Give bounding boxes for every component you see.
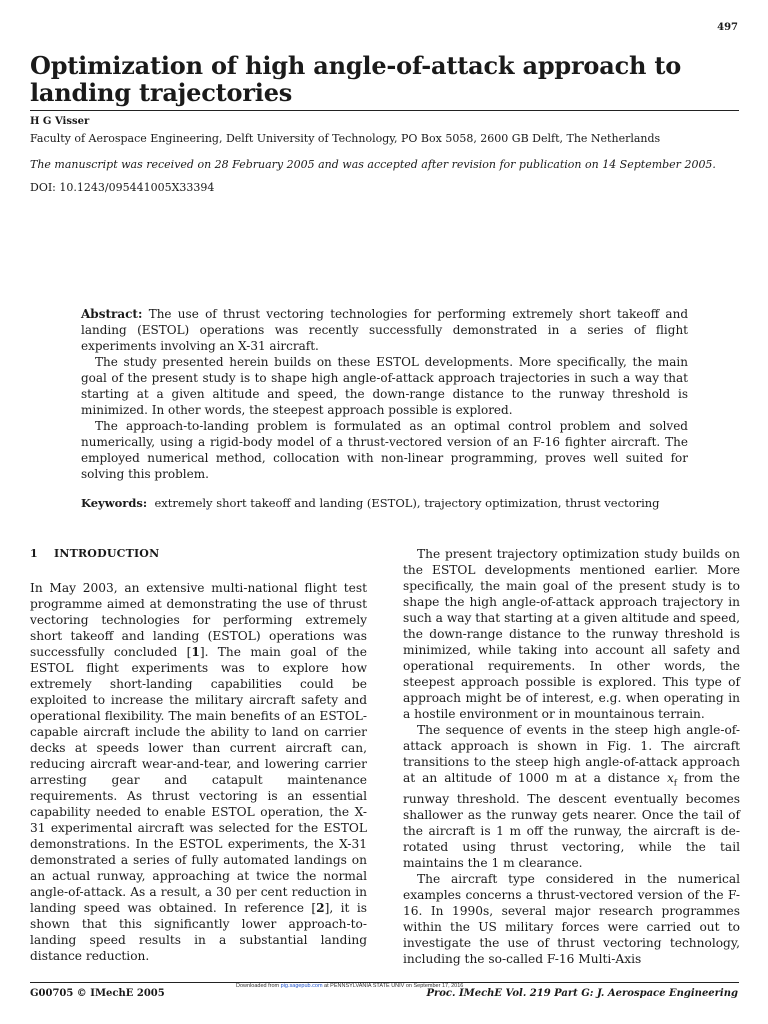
doi: DOI: 10.1243/095441005X33394 [30,181,215,194]
download-suffix: at PENNSYLVANIA STATE UNIV on September 17, 2016 [322,983,464,989]
section-number: 1 [30,547,38,560]
intro-text-b: ]. The main goal of the ESTOL flight experiments was to explore how extremely short-landing capabilities could be exploited to increase the military aircraft safety and operational flexibility. The main benefits of an ESTOL-capable aircraft include the ability to land on carrier decks at speeds lower than current aircraft can, reducing aircraft wear-and-tear, and lowering carrier arresting gear and catapult maintenance requirements. As thrust vectoring is an essential capability needed to enable ESTOL operation, the X-31 experimental aircraft was selected for the ESTOL demonstrations. In the ESTOL experiments, the X-31 demonstrated a series of fully automated landings on an actual runway, approaching at twice the normal angle-of-attack. As a result, a 30 per cent reduction in landing speed was obtained. In reference [ [30,645,367,915]
right-paragraph-3: The aircraft type considered in the numerical examples concerns a thrust-vectored version of the F-16. In 1990s, several major research programmes within the US military forces were carried out to investigate the use of thrust vectoring technology, including the so-called F-16 Multi-Axis [403,872,740,967]
author: H G Visser [30,116,90,127]
citation-2: 2 [316,901,325,915]
footer-right: Proc. IMechE Vol. 219 Part G: J. Aerospace Engineering [426,988,738,999]
page-number: 497 [717,22,738,33]
download-link[interactable]: pig.sagepub.com [280,983,323,989]
abstract-paragraph-1 [81,306,688,354]
affiliation: Faculty of Aerospace Engineering, Delft University of Technology, PO Box 5058, 2600 GB Delft, The Netherlands [30,132,661,145]
abstract [81,306,688,482]
citation-1: 1 [191,645,200,659]
section-title: INTRODUCTION [53,547,160,560]
right-column [403,546,740,967]
received-note: The manuscript was received on 28 February 2005 and was accepted after revision for publication on 14 September 2005. [30,158,716,171]
right-text-a: The sequence of events in the steep high angle-of-attack approach is shown in Fig. 1. The aircraft transitions to the steep high angle-of-attack approach at an altitude of 1000 m at a distance [403,723,740,785]
footer-left: G00705 © IMechE 2005 [30,988,165,999]
keywords [81,495,721,511]
intro-text-c: ], it is shown that this significantly lower approach-to-landing speed results in a substantial landing distance reduction. [30,901,368,963]
intro-paragraph-1 [30,580,367,964]
keywords-text: extremely short takeoff and landing (ESTOL), trajectory optimization, thrust vectoring [154,496,660,510]
variable-x: x [666,771,674,785]
abstract-text-1: The use of thrust vectoring technologies for performing extremely short takeoff and landing (ESTOL) operations was recently successfully demonstrated in a series of flight experiments involving an X-31 aircraft. [81,307,688,353]
abstract-paragraph-3: The approach-to-landing problem is formulated as an optimal control problem and solved numerically, using a rigid-body model of a thrust-vectored version of an F-16 fighter aircraft. The employed numerical method, collocation with non-linear programming, proves well suited for solving this problem. [81,419,688,481]
variable-subscript: f [673,778,677,788]
abstract-label: Abstract: [81,307,143,321]
title-rule [30,110,739,111]
download-prefix: Downloaded from [236,983,281,989]
right-paragraph-2 [403,722,740,871]
abstract-paragraph-2: The study presented herein builds on these ESTOL developments. More specifically, the main goal of the present study is to shape high angle-of-attack approach trajectories in such a way that starting at a given altitude and speed, the down-range distance to the runway threshold is minimized. In other words, the steepest approach possible is explored. [81,355,688,417]
keywords-label: Keywords: [81,496,148,510]
section-heading [30,546,367,562]
paper-title: Optimization of high angle-of-attack approach to landing trajectories [30,51,682,107]
intro-text-a: In May 2003, an extensive multi-national flight test programme aimed at demonstrating the use of thrust vectoring technologies for performing extremely short takeoff and landing (ESTOL) operations was successfully concluded [ [30,581,367,659]
right-text-b: from the runway threshold. The descent eventually becomes shallower as the runway gets nearer. Once the tail of the aircraft is 1 m off the runway, the aircraft is de-rotated using thrust vectoring, while the tail maintains the 1 m clearance. [403,771,740,871]
right-paragraph-1: The present trajectory optimization study builds on the ESTOL developments mentioned earlier. More specifically, the main goal of the present study is to shape the high angle-of-attack approach trajectory in such a way that starting at a given altitude and speed, the down-range distance to the runway threshold is minimized, while taking into account all safety and operational requirements. In other words, the steepest approach possible is explored. This type of approach might be of interest, e.g. when operating in a hostile environment or in mountainous terrain. [403,547,740,721]
left-column [30,546,367,964]
